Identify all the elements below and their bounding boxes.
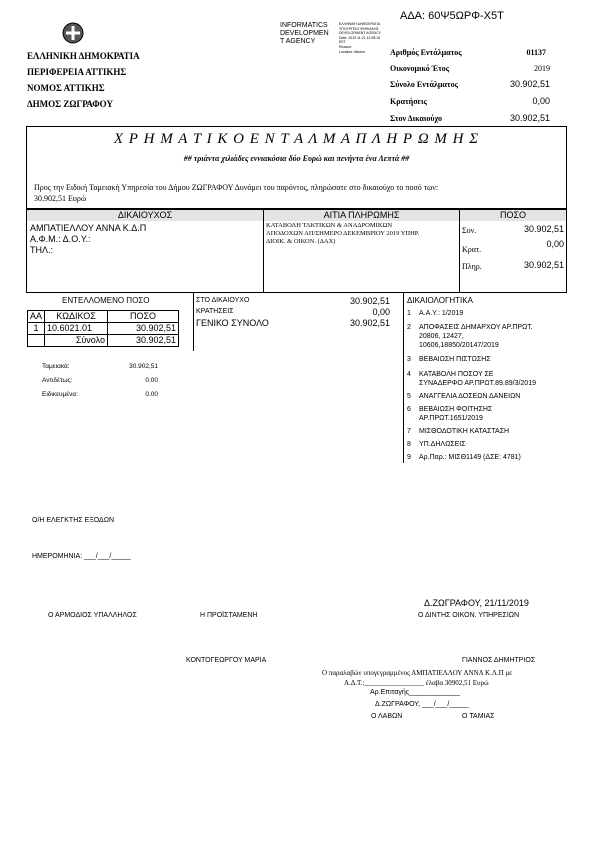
list-item: 8 ΥΠ.ΔΗΛΩΣΕΙΣ — [407, 441, 466, 448]
date-field: ΗΜΕΡΟΜΗΝΙΑ: ___/___/_____ — [32, 553, 131, 560]
cause-header: ΑΙΤΙΑ ΠΛΗΡΩΜΗΣ — [264, 210, 459, 221]
receipt-id-amount: Α.Δ.Τ.:_________________ έλαβα 30902,51 Ευρώ — [344, 679, 489, 687]
coat-of-arms-icon — [62, 22, 84, 44]
entalmeno-table: ΑΑ ΚΩΔΙΚΟΣ ΠΟΣΟ 1 10.6021.01 30.902,51 Σύνολο 30.902,51 — [27, 310, 179, 347]
list-item: 3 ΒΕΒΑΙΩΣΗ ΠΙΣΤΩΣΗΣ — [407, 356, 491, 363]
amount-header: ΠΟΣΟ — [460, 210, 566, 221]
head-name: ΚΟΝΤΟΓΕΩΡΓΟΥ ΜΑΡΙΑ — [186, 657, 267, 664]
list-item: 4 ΚΑΤΑΒΟΛΗ ΠΟΣΟΥ ΣΕ ΣΥΝΑΔΕΡΦΟ ΑΡ.ΠΡΩΤ.89.89/3/2019 — [407, 371, 536, 387]
beneficiary-name: ΑΜΠΑΤΙΕΛΛΟΥ ΑΝΝΑ Κ.Δ.Π — [30, 223, 147, 233]
beneficiary-afm: Α.Φ.Μ.: Δ.Ο.Υ.: — [30, 234, 91, 244]
beneficiary-header: ΔΙΚΑΙΟΥΧΟΣ — [27, 210, 263, 221]
list-item: 7 ΜΙΣΘΟΔΟΤΙΚΗ ΚΑΤΑΣΤΑΣΗ — [407, 428, 510, 435]
director-signature-label: Ο ΔΙΝΤΗΣ ΟΙΚΟΝ. ΥΠΗΡΕΣΙΩΝ — [418, 612, 520, 619]
beneficiary-info — [30, 223, 146, 256]
controller-label: Ο/Η ΕΛΕΓΚΤΗΣ ΕΞΟΔΩΝ — [32, 517, 115, 524]
ada-code: ΑΔΑ: 60Ψ5ΩΡΦ-Χ5Τ — [400, 10, 504, 22]
entalmeno-title: ΕΝΤΕΛΛΟΜΕΝΟ ΠΟΣΟ — [62, 296, 150, 305]
employee-signature-label: Ο ΑΡΜΟΔΙΟΣ ΥΠΑΛΛΗΛΟΣ — [48, 612, 137, 619]
warrant-title: Χ Ρ Η Μ Α Τ Ι Κ Ο Ε Ν Τ Α Λ Μ Α Π Λ Η Ρ Ω Μ Η Σ — [113, 131, 480, 147]
director-name: ΓΙΑΝΝΟΣ ΔΗΜΗΤΡΙΟΣ — [462, 657, 536, 664]
place-date: Δ.ΖΩΓΡΑΦΟΥ, 21/11/2019 — [424, 598, 529, 608]
payment-order-amount: 30.902,51 Ευρώ — [34, 194, 87, 203]
digital-signature-info: ΕΛΛΗΝΙΚΗ ΔΗΜΟΚΡΑΤΙΑ ΥΠΟΥΡΓΕΙΟ ΨΗΦΙΑΚΗΣ DEVELOPMENT AGENCY Date: 2019.11.21 12:38:16 EET Reason: Location: Athens — [339, 22, 381, 54]
agency-label: INFORMATICS DEVELOPMEN T AGENCY — [280, 22, 329, 45]
receiver-label: Ο ΛΑΒΩΝ — [371, 713, 403, 720]
amount-in-words: ## τριάντα χιλιάδες εννιακόσια δύο Ευρώ και πενήντα ένα Λεπτά ## — [183, 154, 410, 163]
list-item: 1 Α.Α.Υ.: 1/2019 — [407, 310, 464, 317]
cashier-label: Ο ΤΑΜΙΑΣ — [462, 713, 495, 720]
list-item: 2 ΑΠΟΦΑΣΕΙΣ ΔΗΜΑΡΧΟΥ ΑΡ.ΠΡΩΤ. 20806, 12427, 10606,18850/20147/2019 — [407, 324, 533, 349]
payment-summary: ΣΤΟ ΔΙΚΑΙΟΥΧΟ 30.902,51 ΚΡΑΤΗΣΕΙΣ 0,00 ΓΕΝΙΚΟ ΣΥΝΟΛΟ 30.902,51 — [196, 296, 390, 328]
documents-title: ΔΙΚΑΙΟΛΟΓΗΤΙΚΑ — [407, 296, 473, 305]
list-item: 9 Αρ.Παρ.: ΜΙΣΘ1149 (ΔΣΕ: 4781) — [407, 454, 521, 461]
receipt-text: Ο παραλαβών υπογεγραμμένος ΑΜΠΑΤΙΕΛΛΟΥ ΑΝΝΑ Κ.Λ.Π με — [322, 669, 513, 677]
payment-cause: ΚΑΤΑΒΟΛΗ ΤΑΚΤΙΚΩΝ & ΑΝΑΔΡΟΜΙΚΩΝ ΑΠΟΔΟΧΩΝ ΑΠ/ΣΗΜΕΡΟ ΔΕΚΕΜΒΡΙΟΥ 2019 ΥΠΗΡ. ΔΙΟΙΚ. & ΟΙΚΟΝ. (ΔΑΧ) — [266, 222, 420, 245]
table-row: 1 10.6021.01 30.902,51 — [28, 323, 179, 335]
receipt-place-date: Δ.ΖΩΓΡΑΦΟΥ, ___/___/_____ — [375, 701, 469, 708]
beneficiary-tel: ΤΗΛ.: — [30, 245, 54, 255]
table-row: Σύνολο 30.902,51 — [28, 335, 179, 347]
list-item: 6 ΒΕΒΑΙΩΣΗ ΦΟΙΤΗΣΗΣ ΑΡ.ΠΡΩΤ.1651/2019 — [407, 406, 493, 422]
payment-order-text: Προς την Ειδική Ταμειακή Υπηρεσία του Δήμου ΖΩΓΡΑΦΟΥ Δυνάμει του παρόντος, πληρώσατε στο δικαιούχο το ποσό των: — [34, 183, 439, 192]
check-number: Αρ.Επιταγής_____________ — [370, 689, 460, 696]
documents-list — [407, 309, 536, 466]
fund-sources: Ταμειακά: 30.902,51 Αντιδέτως: 0.00 Ειδικευμένα: 0.00 — [42, 363, 158, 398]
warrant-info: Αριθμός Εντάλματος 01137 Οικονομικό Έτος 2019 Σύνολο Εντάλματος 30.902,51 Κρατήσεις 0,00 Στον Δικαιούχο 30.902,51 — [390, 48, 550, 123]
head-signature-label: Η ΠΡΟΪΣΤΑΜΕΝΗ — [200, 612, 258, 619]
list-item: 5 ΑΝΑΓΓΕΛΙΑ ΔΟΣΕΩΝ ΔΑΝΕΙΩΝ — [407, 393, 521, 400]
issuer-block: ΕΛΛΗΝΙΚΗ ΔΗΜΟΚΡΑΤΙΑ ΠΕΡΙΦΕΡΕΙΑ ΑΤΤΙΚΗΣ ΝΟΜΟΣ ΑΤΤΙΚΗΣ ΔΗΜΟΣ ΖΩΓΡΑΦΟΥ — [27, 51, 140, 109]
amount-breakdown: Συν. 30.902,51 Κρατ. 0,00 Πληρ. 30.902,51 — [462, 224, 564, 271]
